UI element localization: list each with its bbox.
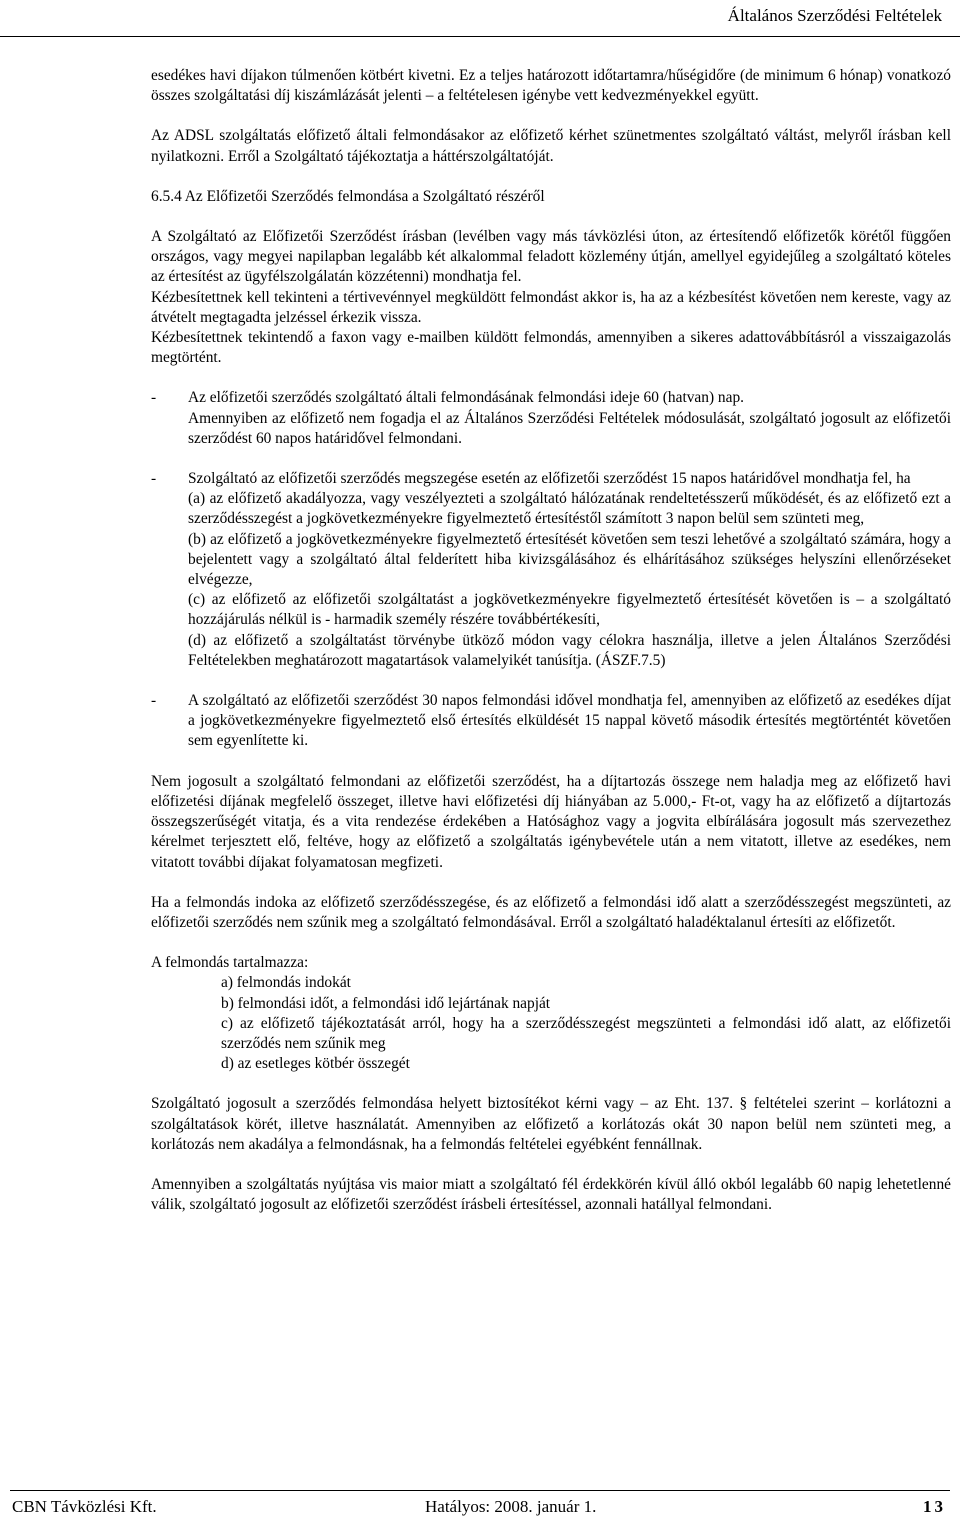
document-title: Általános Szerződési Feltételek — [727, 6, 942, 25]
list-item-text: (d) az előfizető a szolgáltatást törvénybe ütköző módon vagy célokra használja, illetve a jelen Általános Szerződési Feltételekben meghatározott magatartások valamelyikét tanúsítja. (ÁSZF.7.5) — [188, 631, 951, 669]
header-divider — [0, 36, 960, 37]
list-item-text: Szolgáltató az előfizetői szerződés megszegése esetén az előfizetői szerződést 15 napos határidővel mondhatja fel, ha — [188, 470, 911, 488]
list-item — [151, 691, 951, 752]
list-item-text: (c) az előfizető az előfizetői szolgáltatást a jogkövetkezményekre figyelmeztető értesítését követően is – a szolgáltató hozzájárulás nélkül is - harmadik személy részére továbbértékesíti, — [188, 591, 951, 629]
list-item — [151, 469, 951, 671]
list-item — [151, 388, 951, 449]
page-footer — [0, 1490, 960, 1521]
paragraph: Az ADSL szolgáltatás előfizető általi felmondásakor az előfizető kérhet szünetmentes szolgáltató váltást, melyről írásban kell nyilatkozni. Erről a Szolgáltató tájékoztatja a háttérszolgáltatóját. — [151, 127, 951, 165]
paragraph: Kézbesítettnek kell tekinteni a tértivevénnyel megküldött felmondást akkor is, ha az a kézbesítést követően nem kereste, vagy az átvételt megtagadta jelzéssel érkezik vissza. — [151, 288, 951, 326]
list-dash: - — [151, 470, 157, 488]
list-item-text: (b) az előfizető a jogkövetkezményekre figyelmeztető értesítését követően sem teszi lehetővé a szolgáltató számára, hogy a bejelentett vagy a szolgáltató által felderített hiba kivizsgálásához és elhárításához szükséges helyszíni ellenőrzéseket elvégezze, — [188, 530, 951, 589]
paragraph: Amennyiben a szolgáltatás nyújtása vis maior miatt a szolgáltató fél érdekkörén kívül álló okból legalább 60 napig lehetetlenné válik, szolgáltató jogosult az előfizetői szerződést írásbeli értesítéssel, azonnali hatállyal felmondani. — [151, 1175, 951, 1214]
paragraph: Szolgáltató jogosult a szerződés felmondása helyett biztosítékot kérni vagy – az Eht. 137. § feltételei szerint – korlátozni a szolgáltatások körét, illetve használatát. Amennyiben az előfizető a korlátozás okát 30 napon belül nem szünteti meg, a korlátozás nem akadálya a felmondásnak, ha a felmondás feltételei egyébként fennállnak. — [151, 1095, 951, 1153]
section-heading: 6.5.4 Az Előfizetői Szerződés felmondása a Szolgáltató részéről — [151, 187, 545, 205]
paragraph: esedékes havi díjakon túlmenően kötbért kivetni. Ez a teljes határozott időtartamra/hűségidőre (de minimum 6 hónap) vonatkozó összes szolgáltatási díj kiszámlázását jelenti – a feltételesen igénybe vett kedvezményekkel együtt. — [151, 67, 951, 105]
sublist — [221, 973, 951, 1074]
sublist-item: b) felmondási időt, a felmondási idő lejártának napját — [221, 994, 551, 1012]
list-dash: - — [151, 692, 157, 710]
page-header — [0, 6, 960, 36]
paragraph: Nem jogosult a szolgáltató felmondani az előfizetői szerződést, ha a díjtartozás összege nem haladja meg az előfizető havi előfizetési díjának megfelelő összeget, illetve havi előfizetési díj hiányában az 5.000,- Ft-ot, vagy ha az előfizető a díjtartozás összegszerűségét vitatja, és a vita rendezése érdekében a Hatósághoz vagy a jogvita elbírálására jogosult más szervezethez kérelmet terjesztett elő, feltéve, hogy az előfizető a szolgáltatás igénybevétele után a nem vitatott, illetve az esedékes, nem vitatott további díjakat folyamatosan megfizeti. — [151, 772, 951, 871]
list-dash: - — [151, 389, 157, 407]
list-item-text: Az előfizetői szerződés szolgáltató általi felmondásának felmondási ideje 60 (hatvan) nap. — [188, 389, 744, 407]
list-item-text: A szolgáltató az előfizetői szerződést 30 napos felmondási idővel mondhatja fel, amennyiben az előfizető az esedékes díjat a jogkövetkezményekre figyelmeztető első értesítés elküldését 15 nappal követő második értesítés megtörténtét követően sem egyenlítette ki. — [188, 692, 951, 750]
document-body — [151, 66, 951, 1215]
paragraph: A felmondás tartalmazza: — [151, 954, 309, 972]
footer-company: CBN Távközlési Kft. — [12, 1497, 157, 1516]
paragraph: Kézbesítettnek tekintendő a faxon vagy e-mailben küldött felmondás, amennyiben a sikeres adattovábbításról a visszaigazolás megtörtént. — [151, 329, 951, 367]
list-item-text: (a) az előfizető akadályozza, vagy veszélyezteti a szolgáltató hálózatának rendeltetésszerű működését, és az előfizető ezt a szerződésszegést a jogkövetkezményekre figyelmeztető értesítéstől számított 3 napon belül sem szünteti meg, — [188, 490, 951, 528]
sublist-item: d) az esetleges kötbér összegét — [221, 1055, 410, 1073]
footer-effective-date: Hatályos: 2008. január 1. — [425, 1497, 597, 1516]
sublist-item: a) felmondás indokát — [221, 974, 351, 992]
paragraph: Ha a felmondás indoka az előfizető szerződésszegése, és az előfizető a felmondási idő alatt a szerződésszegést megszünteti, az előfizetői szerződés nem szűnik meg a szolgáltató felmondásával. Erről a szolgáltató haladéktalanul értesíti az előfizetőt. — [151, 893, 951, 931]
sublist-item: c) az előfizető tájékoztatását arról, hogy ha a szerződésszegést megszünteti a felmondási idő alatt, az előfizetői szerződés nem szűnik meg — [221, 1014, 951, 1052]
list-item-text: Amennyiben az előfizető nem fogadja el az Általános Szerződési Feltételek módosulását, szolgáltató jogosult az előfizetői szerződést 60 napos határidővel felmondani. — [188, 409, 951, 447]
paragraph: A Szolgáltató az Előfizetői Szerződést írásban (levélben vagy más távközlési úton, az értesítendő előfizetők körétől függően országos, vagy megyei napilapban legalább két alkalommal feladott közlemény útján, amellyel egyidejűleg a szolgáltató köteles az értesítést az ügyfélszolgálatán közzétenni) mondhatja fel. — [151, 228, 951, 286]
footer-divider — [10, 1490, 950, 1491]
page-number: 13 — [923, 1497, 946, 1516]
